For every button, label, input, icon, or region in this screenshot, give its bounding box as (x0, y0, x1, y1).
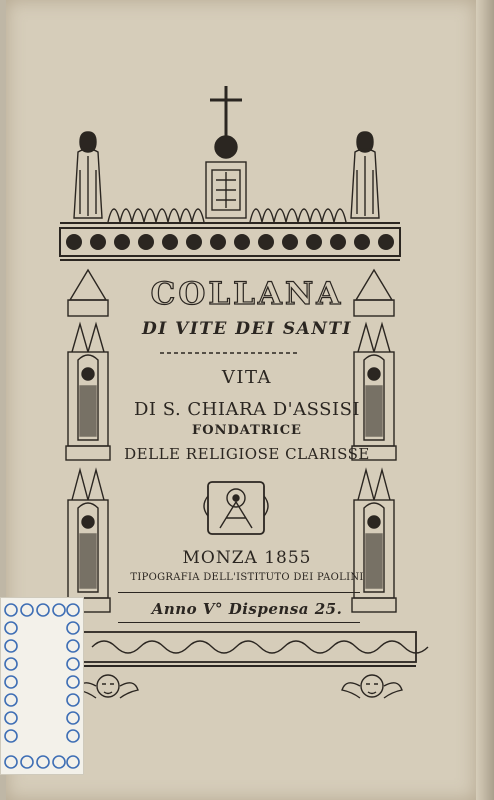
printer-name: TIPOGRAFIA DELL'ISTITUTO DEI PAOLINI (130, 572, 364, 583)
rosette-border-icon (66, 234, 394, 250)
cherub-icon (78, 675, 138, 698)
religious-order: DELLE RELIGIOSE CLARISSE (124, 445, 370, 463)
cherub-icon (342, 675, 402, 698)
saint-figure-icon (352, 470, 396, 612)
publication-place-year: MONZA 1855 (182, 548, 312, 568)
library-label (0, 597, 84, 775)
monogram-emblem-icon (204, 482, 268, 534)
saint-figure-icon (66, 470, 110, 612)
series-title: COLLANA (150, 276, 344, 312)
issue-number: Anno V° Dispensa 25. (151, 600, 343, 618)
praying-figure-icon (74, 132, 102, 218)
divider-bottom (118, 622, 360, 623)
saint-role: FONDATRICE (192, 423, 302, 438)
series-subtitle: DI VITE DEI SANTI (142, 319, 352, 339)
book-heading: VITA (221, 367, 273, 388)
cross-icon (206, 86, 246, 218)
praying-figure-icon (351, 132, 379, 218)
divider-top (118, 592, 360, 593)
saint-name: DI S. CHIARA D'ASSISI (133, 399, 361, 420)
label-border-icon (1, 598, 83, 774)
